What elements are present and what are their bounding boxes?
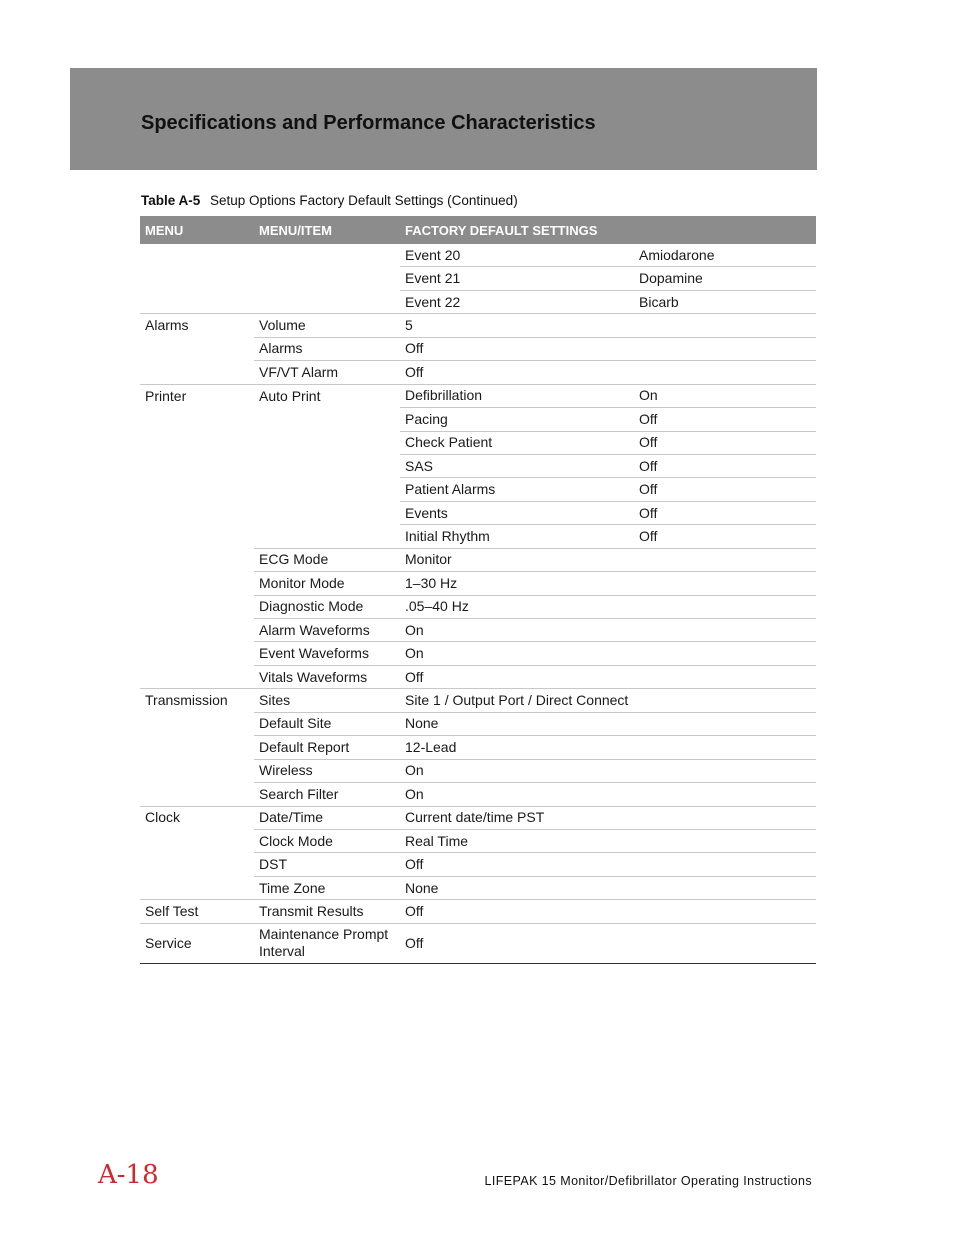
cell-menu-item: Diagnostic Mode (254, 595, 400, 618)
cell-menu-item: Time Zone (254, 876, 400, 899)
cell-factory-default: Current date/time PST (400, 806, 816, 829)
table-body (140, 244, 816, 963)
cell-factory-default: Site 1 / Output Port / Direct Connect (400, 689, 816, 712)
table-caption-text: Setup Options Factory Default Settings (Continued) (210, 193, 518, 208)
cell-factory-default-value: Off (634, 525, 816, 548)
cell-factory-default: Off (400, 900, 816, 923)
cell-factory-default-option: Pacing (400, 408, 634, 431)
cell-menu-item (254, 408, 400, 431)
cell-menu (140, 501, 254, 524)
table-row (140, 783, 816, 806)
cell-factory-default: .05–40 Hz (400, 595, 816, 618)
cell-menu-item: Maintenance Prompt Interval (254, 923, 400, 963)
cell-menu (140, 478, 254, 501)
cell-menu: Service (140, 923, 254, 963)
cell-factory-default-value: Amiodarone (639, 246, 715, 263)
cell-factory-default-option: Defibrillation (400, 384, 634, 407)
cell-menu-item (254, 525, 400, 548)
cell-factory-default: None (400, 712, 816, 735)
cell-factory-default-value: Off (634, 454, 816, 477)
table-row (140, 314, 816, 337)
table-row (140, 572, 816, 595)
cell-factory-default: Off (400, 923, 816, 963)
cell-factory-default-option: SAS (400, 454, 634, 477)
cell-factory-default-value: Off (634, 478, 816, 501)
cell-menu (140, 244, 254, 267)
cell-menu-item: Volume (254, 314, 400, 337)
cell-menu-item: Vitals Waveforms (254, 665, 400, 688)
cell-menu-item: Search Filter (254, 783, 400, 806)
table-row (140, 244, 816, 267)
cell-menu: Transmission (140, 689, 254, 712)
cell-menu-item: Auto Print (254, 384, 400, 407)
table-row (140, 853, 816, 876)
cell-menu (140, 712, 254, 735)
cell-menu (140, 595, 254, 618)
table-row (140, 642, 816, 665)
cell-menu (140, 759, 254, 782)
table-row (140, 665, 816, 688)
table-row (140, 290, 816, 313)
table-row (140, 501, 816, 524)
table-row (140, 876, 816, 899)
table-row (140, 829, 816, 852)
cell-menu: Clock (140, 806, 254, 829)
cell-menu-item (254, 501, 400, 524)
cell-factory-default-value: Off (634, 501, 816, 524)
page-title: Specifications and Performance Characteristics (141, 112, 596, 134)
cell-factory-default-value: Bicarb (634, 290, 816, 313)
cell-factory-default-option: Initial Rhythm (400, 525, 634, 548)
cell-menu (140, 572, 254, 595)
cell-menu-item: Monitor Mode (254, 572, 400, 595)
cell-menu (140, 853, 254, 876)
cell-menu (140, 876, 254, 899)
cell-factory-default-value: Off (634, 408, 816, 431)
table-row (140, 689, 816, 712)
cell-factory-default-option: Event 21 (400, 267, 634, 290)
cell-menu-item: Default Site (254, 712, 400, 735)
cell-menu (140, 829, 254, 852)
table-row (140, 431, 816, 454)
cell-menu-item: Alarms (254, 337, 400, 360)
cell-menu (140, 642, 254, 665)
table-caption (141, 193, 518, 208)
cell-menu-item (254, 454, 400, 477)
cell-menu-item: Wireless (254, 759, 400, 782)
cell-menu-item: Clock Mode (254, 829, 400, 852)
table-row (140, 548, 816, 571)
cell-menu-item (254, 267, 400, 290)
cell-factory-default-option: Event 20 (405, 246, 461, 263)
cell-menu (140, 431, 254, 454)
cell-factory-default: Off (400, 361, 816, 384)
cell-menu (140, 361, 254, 384)
cell-factory-default-option: Events (400, 501, 634, 524)
table-row (140, 408, 816, 431)
cell-factory-default: On (400, 783, 816, 806)
column-header-factory-default: FACTORY DEFAULT SETTINGS (400, 216, 816, 244)
table-caption-label: Table A-5 (141, 193, 201, 208)
cell-factory-default-option: Patient Alarms (400, 478, 634, 501)
cell-menu-item: DST (254, 853, 400, 876)
cell-factory-default: None (400, 876, 816, 899)
cell-menu (140, 267, 254, 290)
cell-factory-default-value: On (634, 384, 816, 407)
table-row (140, 736, 816, 759)
cell-menu (140, 337, 254, 360)
cell-factory-default-option: Event 22 (400, 290, 634, 313)
table-row (140, 923, 816, 963)
cell-menu-item: Date/Time (254, 806, 400, 829)
cell-menu (140, 665, 254, 688)
cell-menu: Alarms (140, 314, 254, 337)
table-row (140, 595, 816, 618)
table-row (140, 478, 816, 501)
cell-factory-default-value: Dopamine (634, 267, 816, 290)
table-row (140, 361, 816, 384)
header-band (70, 68, 817, 170)
table-row (140, 619, 816, 642)
cell-menu-item: Sites (254, 689, 400, 712)
cell-menu (140, 783, 254, 806)
cell-menu-item (254, 244, 400, 267)
cell-factory-default: 5 (400, 314, 816, 337)
table-header-row (140, 216, 816, 244)
table-row (140, 337, 816, 360)
cell-factory-default: Real Time (400, 829, 816, 852)
cell-menu-item (254, 478, 400, 501)
cell-factory-default: 12-Lead (400, 736, 816, 759)
cell-factory-default: Off (400, 665, 816, 688)
cell-factory-default: On (400, 619, 816, 642)
cell-menu-item: ECG Mode (254, 548, 400, 571)
table-row (140, 806, 816, 829)
cell-factory-default: Off (400, 337, 816, 360)
cell-factory-default: Monitor (400, 548, 816, 571)
cell-menu (140, 525, 254, 548)
cell-factory-default-value: Off (634, 431, 816, 454)
cell-menu: Self Test (140, 900, 254, 923)
cell-menu-item: VF/VT Alarm (254, 361, 400, 384)
cell-menu (140, 736, 254, 759)
cell-menu-item: Event Waveforms (254, 642, 400, 665)
cell-menu (140, 454, 254, 477)
cell-factory-default: On (400, 642, 816, 665)
factory-defaults-table (140, 216, 816, 964)
page-number: A-18 (98, 1160, 159, 1190)
column-header-menu-item: MENU/ITEM (254, 216, 400, 244)
cell-factory-default: Off (400, 853, 816, 876)
cell-factory-default-option: Check Patient (400, 431, 634, 454)
table-row (140, 267, 816, 290)
cell-menu (140, 548, 254, 571)
table-row (140, 759, 816, 782)
cell-factory-default: On (400, 759, 816, 782)
table-row (140, 384, 816, 407)
footer-doc-title: LIFEPAK 15 Monitor/Defibrillator Operating Instructions (484, 1174, 812, 1188)
cell-menu (140, 619, 254, 642)
cell-menu-item (254, 290, 400, 313)
cell-menu (140, 408, 254, 431)
cell-menu-item: Transmit Results (254, 900, 400, 923)
table-row (140, 454, 816, 477)
cell-menu-item: Default Report (254, 736, 400, 759)
cell-factory-default: 1–30 Hz (400, 572, 816, 595)
column-header-menu: MENU (140, 216, 254, 244)
cell-menu (140, 290, 254, 313)
table-row (140, 712, 816, 735)
table-row (140, 525, 816, 548)
cell-menu: Printer (140, 384, 254, 407)
table-row (140, 900, 816, 923)
cell-menu-item (254, 431, 400, 454)
cell-menu-item: Alarm Waveforms (254, 619, 400, 642)
